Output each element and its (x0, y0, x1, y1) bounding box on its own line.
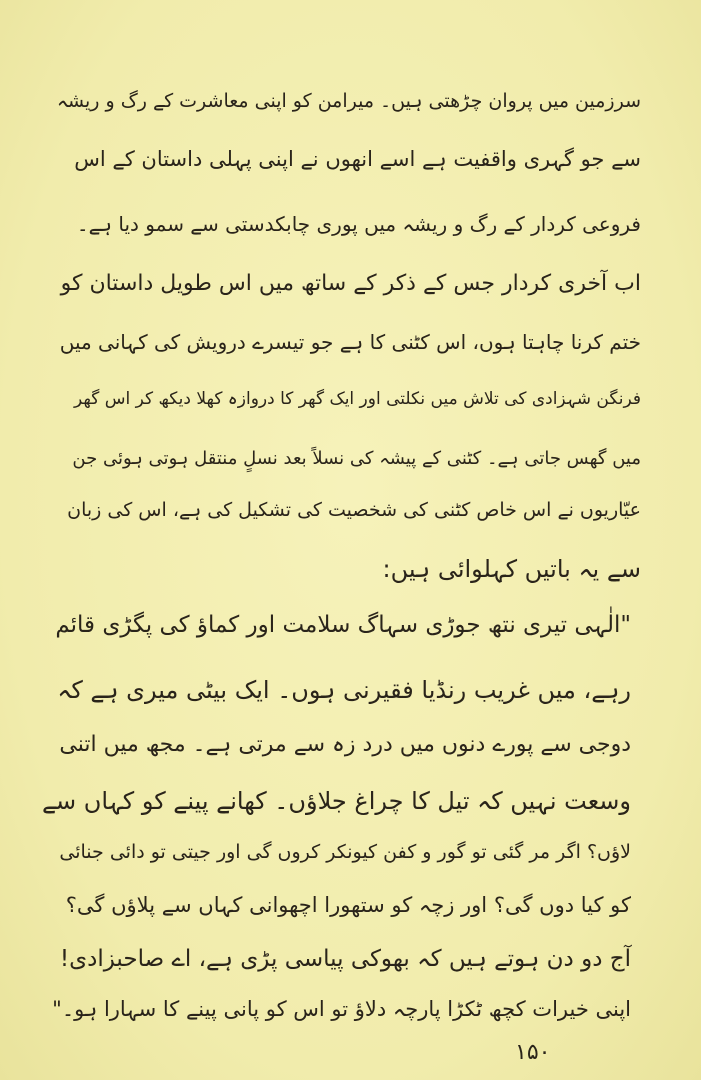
quote-line-5: لاؤں؟ اگر مر گئی تو گور و کفن کیونکر کروں گی اور جیتی تو دائی جنائی (59, 841, 631, 863)
text-line-9: سے یہ باتیں کہلوائی ہیں: (382, 555, 641, 583)
quote-line-2: رہے، میں غریب رنڈیا فقیرنی ہوں۔ ایک بیٹی میری ہے کہ (57, 676, 631, 704)
quote-line-6: کو کیا دوں گی؟ اور زچہ کو ستھورا اچھوانی کہاں سے پلاؤں گی؟ (65, 893, 631, 917)
text-line-8: عیّاریوں نے اس خاص کٹنی کی شخصیت کی تشکیل کی ہے، اس کی زبان (67, 499, 641, 521)
text-line-6: فرنگن شہزادی کی تلاش میں نکلتی اور ایک گھر کا دروازہ کھلا دیکھ کر اس گھر (74, 389, 641, 409)
text-line-5: ختم کرنا چاہتا ہوں، اس کٹنی کا ہے جو تیسرے درویش کی کہانی میں (59, 330, 641, 354)
text-line-1: سرزمین میں پروان چڑھتی ہیں۔ میرامن کو اپنی معاشرت کے رگ و ریشہ (56, 90, 641, 112)
quote-line-7: آج دو دن ہوتے ہیں کہ بھوکی پیاسی پڑی ہے، اے صاحبزادی! (59, 946, 631, 972)
text-line-3: فروعی کردار کے رگ و ریشہ میں پوری چابکدستی سے سمو دیا ہے۔ (76, 212, 641, 236)
quote-line-3: دوجی سے پورے دنوں میں درد زہ سے مرتی ہے۔ مجھ میں اتنی (59, 732, 631, 757)
text-line-7: میں گھس جاتی ہے۔ کٹنی کے پیشہ کی نسلاً بعد نسلٍ منتقل ہوتی ہوئی جن (72, 448, 641, 469)
quote-line-1: "الٰہی تیری نتھ جوڑی سہاگ سلامت اور کماؤ کی پگڑی قائم (55, 612, 631, 638)
text-line-2: سے جو گہری واقفیت ہے اسے انھوں نے اپنی پہلی داستان کے اس (74, 147, 641, 171)
page-number: ۱۵۰ (515, 1040, 551, 1065)
quote-line-8: اپنی خیرات کچھ ٹکڑا پارچہ دلاؤ تو اس کو پانی پینے کا سہارا ہو۔" (52, 997, 631, 1021)
quote-line-4: وسعت نہیں کہ تیل کا چراغ جلاؤں۔ کھانے پینے کو کہاں سے (41, 787, 631, 815)
text-line-4: اب آخری کردار جس کے ذکر کے ساتھ میں اس طویل داستان کو (60, 271, 641, 296)
